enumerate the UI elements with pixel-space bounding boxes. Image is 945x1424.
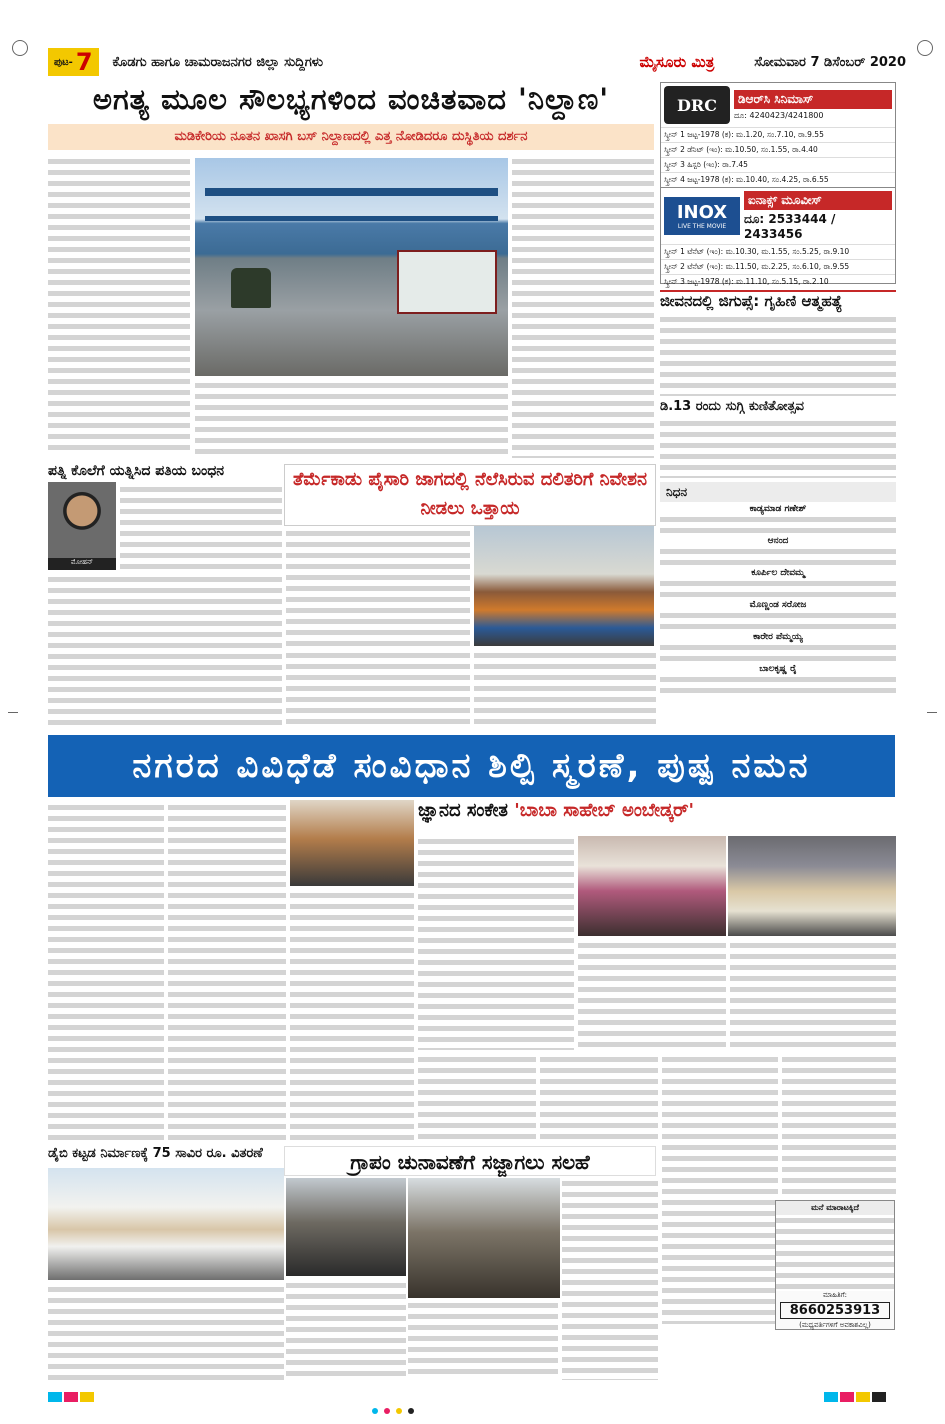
- obituary-name: ಬಾಲಕೃಷ್ಣ ರೈ: [759, 664, 797, 674]
- headline-quote: 'ಬಾಬಾ ಸಾಹೇಬ್ ಅಂಬೇಡ್ಕರ್': [514, 800, 695, 821]
- drc-title: ಡಿಆರ್‌ಸಿ ಸಿನಿಮಾಸ್: [734, 90, 892, 109]
- cheque-handover-photo: [48, 1168, 284, 1280]
- lead-subhead: ಮಡಿಕೇರಿಯ ನೂತನ ಖಾಸಗಿ ಬಸ್ ನಿಲ್ದಾಣದಲ್ಲಿ ಎತ್ತ ನೋಡಿದರೂ ದುಸ್ಥಿತಿಯ ದರ್ಶನ: [48, 124, 654, 150]
- drc-phone: ದೂ: 4240423/4241800: [734, 110, 824, 120]
- color-bar: [872, 1392, 886, 1402]
- house-sale-ad: [775, 1200, 895, 1330]
- color-bar: [80, 1392, 94, 1402]
- inox-logo: [664, 197, 740, 235]
- drc-logo: DRC: [664, 86, 730, 124]
- showtime-row: ಸ್ಕ್ರೀನ್ 1 ಟೆನೆಟ್ (ಇಂ): ಮ.10.30, ಮ.1.55, ಸಂ.5.25, ರಾ.9.10: [661, 244, 895, 259]
- registration-mark: [917, 40, 933, 56]
- body-text: [660, 578, 896, 600]
- color-bar: [48, 1392, 62, 1402]
- ad-header: ಮನೆ ಮಾರಾಟಕ್ಕಿದೆ: [776, 1201, 894, 1215]
- masthead: ಮೈಸೂರು ಮಿತ್ರ: [639, 53, 715, 71]
- body-text: [512, 156, 654, 458]
- print-bullet: [408, 1408, 414, 1414]
- print-bullet: [372, 1408, 378, 1414]
- color-bar: [824, 1392, 838, 1402]
- body-text: [418, 1054, 536, 1142]
- color-bar: [64, 1392, 78, 1402]
- ambedkar-banner-headline: ನಗರದ ವಿವಿಧೆಡೆ ಸಂವಿಧಾನ ಶಿಲ್ಪಿ ಸ್ಮರಣೆ, ಪುಷ್ಪ ನಮನ: [48, 735, 895, 797]
- obituary-name: ಆನಂದ: [767, 536, 789, 546]
- body-text: [48, 1284, 284, 1380]
- showtime-row: ಸ್ಕ್ರೀನ್ 2 ಟೆನೆಟ್ (ಇಂ): ಮ.11.50, ಮ.2.25, ಸಂ.6.10, ರಾ.9.55: [661, 259, 895, 274]
- body-text: [168, 802, 286, 1142]
- ad-phone-label: ಮಾಹಿತಿಗೆ:: [822, 1291, 848, 1299]
- auto-rickshaw: [231, 268, 271, 308]
- issue-date: ಸೋಮವಾರ 7 ಡಿಸೆಂಬರ್ 2020: [754, 54, 906, 70]
- showtime-row: ಸ್ಕ್ರೀನ್ 1 ಜಟ್ಟ-1978 (ಕ): ಮ.1.20, ಸಂ.7.10, ರಾ.9.55: [661, 127, 895, 142]
- body-text: [120, 484, 282, 570]
- ad-body: [776, 1215, 894, 1291]
- body-text: [562, 1178, 658, 1380]
- body-text: [578, 940, 726, 1050]
- showtime-row: ಸ್ಕ್ರೀನ್ 3 ಜಟ್ಟ-1978 (ಕ): ಮ.11.10, ಸಂ.5.15, ರಾ.2.10: [661, 274, 895, 289]
- headline-prefix: ಜ್ಞಾನದ ಸಂಕೇತ: [418, 800, 508, 821]
- page-number: 7: [75, 48, 93, 76]
- body-text: [660, 514, 896, 536]
- ad-phone: 8660253913: [780, 1302, 890, 1319]
- body-text: [660, 642, 896, 664]
- body-text: [286, 1280, 406, 1380]
- folio-bar: [48, 48, 906, 76]
- crop-mark: [8, 712, 18, 713]
- page-number-badge: [48, 48, 99, 76]
- obituary-name: ಮೊಣ್ಣಂಡ ಸರೋಜ: [749, 600, 807, 610]
- ambedkar-headline: [418, 800, 896, 830]
- building-grant-headline: ಡೈಬಿ ಕಟ್ಟಡ ನಿರ್ಮಾಣಕ್ಕೆ 75 ಸಾವಿರ ರೂ. ವಿತರಣೆ: [48, 1146, 263, 1161]
- showtime-row: ಸ್ಕ್ರೀನ್ 2 ಡೆನಿಟ್ (ಇಂ): ಮ.10.50, ಸಂ.1.55, ರಾ.4.40: [661, 142, 895, 157]
- print-bullet: [396, 1408, 402, 1414]
- body-text: [418, 836, 574, 1050]
- ad-note: (ಮಧ್ಯವರ್ತಿಗಳಿಗೆ ಅವಕಾಶವಿಲ್ಲ): [799, 1321, 871, 1329]
- body-text: [540, 1054, 658, 1142]
- body-text: [660, 314, 896, 396]
- housing-demand-headline: ತೆರ್ಮೆಕಾಡು ಪೈಸಾರಿ ಜಾಗದಲ್ಲಿ ನೆಲೆಸಿರುವ ದಲಿತರಿಗೆ ನಿವೇಶನ ನೀಡಲು ಒತ್ತಾಯ: [284, 464, 656, 526]
- body-text: [48, 802, 164, 1142]
- suicide-headline: ಜೀವನದಲ್ಲಿ ಜಿಗುಪ್ಸೆ: ಗೃಹಿಣಿ ಆತ್ಮಹತ್ಯೆ: [660, 290, 896, 312]
- body-text: [48, 156, 190, 456]
- inox-phone: ದೂ: 2533444 / 2433456: [744, 212, 836, 241]
- obituary-header: ನಿಧನ: [660, 482, 896, 502]
- police-tribute-photo: [728, 836, 896, 936]
- body-text: [660, 418, 896, 478]
- obituary-name: ಕಾಡ್ಯಮಾಡ ಗಣೇಶ್: [749, 504, 807, 514]
- page-label: ಪುಟ-: [54, 56, 73, 68]
- obituary-list: [660, 504, 896, 728]
- body-text: [660, 674, 896, 696]
- body-text: [290, 890, 414, 1142]
- body-text: [660, 546, 896, 568]
- bus-stand-photo: [195, 158, 508, 376]
- body-text: [286, 528, 470, 648]
- showtime-row: ಸ್ಕ್ರೀನ್ 3 ಹಿಸ್ಟರಿ (ಇಂ): ರಾ.7.45: [661, 157, 895, 172]
- obituary-name: ಕಾರೇರ ಪೆಮ್ಮಯ್ಯ: [753, 632, 803, 642]
- speaker-photo: [286, 1178, 406, 1276]
- section-title: ಕೊಡಗು ಹಾಗೂ ಚಾಮರಾಜನಗರ ಜಿಲ್ಲಾ ಸುದ್ದಿಗಳು: [112, 54, 323, 70]
- body-text: [660, 610, 896, 632]
- body-text: [782, 1054, 896, 1196]
- inox-tagline: LIVE THE MOVIE: [677, 223, 727, 230]
- print-bullet: [384, 1408, 390, 1414]
- tribute-photo: [290, 800, 414, 886]
- body-text: [195, 380, 508, 458]
- cinema-listing: [660, 82, 896, 284]
- body-text: [48, 574, 282, 730]
- election-advice-headline: ಗ್ರಾಪಂ ಚುನಾವಣೆಗೆ ಸಜ್ಜಾಗಲು ಸಲಹೆ: [284, 1146, 656, 1176]
- color-bar: [856, 1392, 870, 1402]
- body-text: [286, 650, 470, 728]
- accused-photo: [48, 482, 116, 558]
- lead-headline: ಅಗತ್ಯ ಮೂಲ ಸೌಲಭ್ಯಗಳಿಂದ ವಂಚಿತವಾದ 'ನಿಲ್ದಾಣ': [92, 82, 610, 116]
- inox-title: ಐನಾಕ್ಸ್ ಮೂವೀಸ್: [744, 191, 892, 210]
- meeting-photo: [408, 1178, 560, 1298]
- arrest-headline: ಪತ್ನಿ ಕೊಲೆಗೆ ಯತ್ನಿಸಿದ ಪತಿಯ ಬಂಧನ: [48, 463, 225, 479]
- body-text: [408, 1300, 558, 1380]
- protest-photo: [474, 526, 654, 646]
- festival-headline: ಡಿ.13 ರಂದು ಸುಗ್ಗಿ ಕುಣಿತೋತ್ಸವ: [660, 399, 804, 414]
- body-text: [730, 940, 896, 1050]
- bus: [397, 250, 497, 314]
- color-bar: [840, 1392, 854, 1402]
- inox-logo-text: INOX: [676, 202, 728, 223]
- obituary-name: ಕೂರ್ಪಿಲ ದೇವಮ್ಮ: [751, 568, 805, 578]
- body-text: [474, 650, 656, 728]
- photo-caption: ಮೋಹನ್: [48, 558, 116, 570]
- crop-mark: [927, 712, 937, 713]
- body-text: [662, 1054, 778, 1324]
- ambedkar-portrait-photo: [578, 836, 726, 936]
- showtime-row: ಸ್ಕ್ರೀನ್ 4 ಜಟ್ಟ-1978 (ಕ): ಮ.10.40, ಸಂ.4.25, ರಾ.6.55: [661, 172, 895, 187]
- registration-mark: [12, 40, 28, 56]
